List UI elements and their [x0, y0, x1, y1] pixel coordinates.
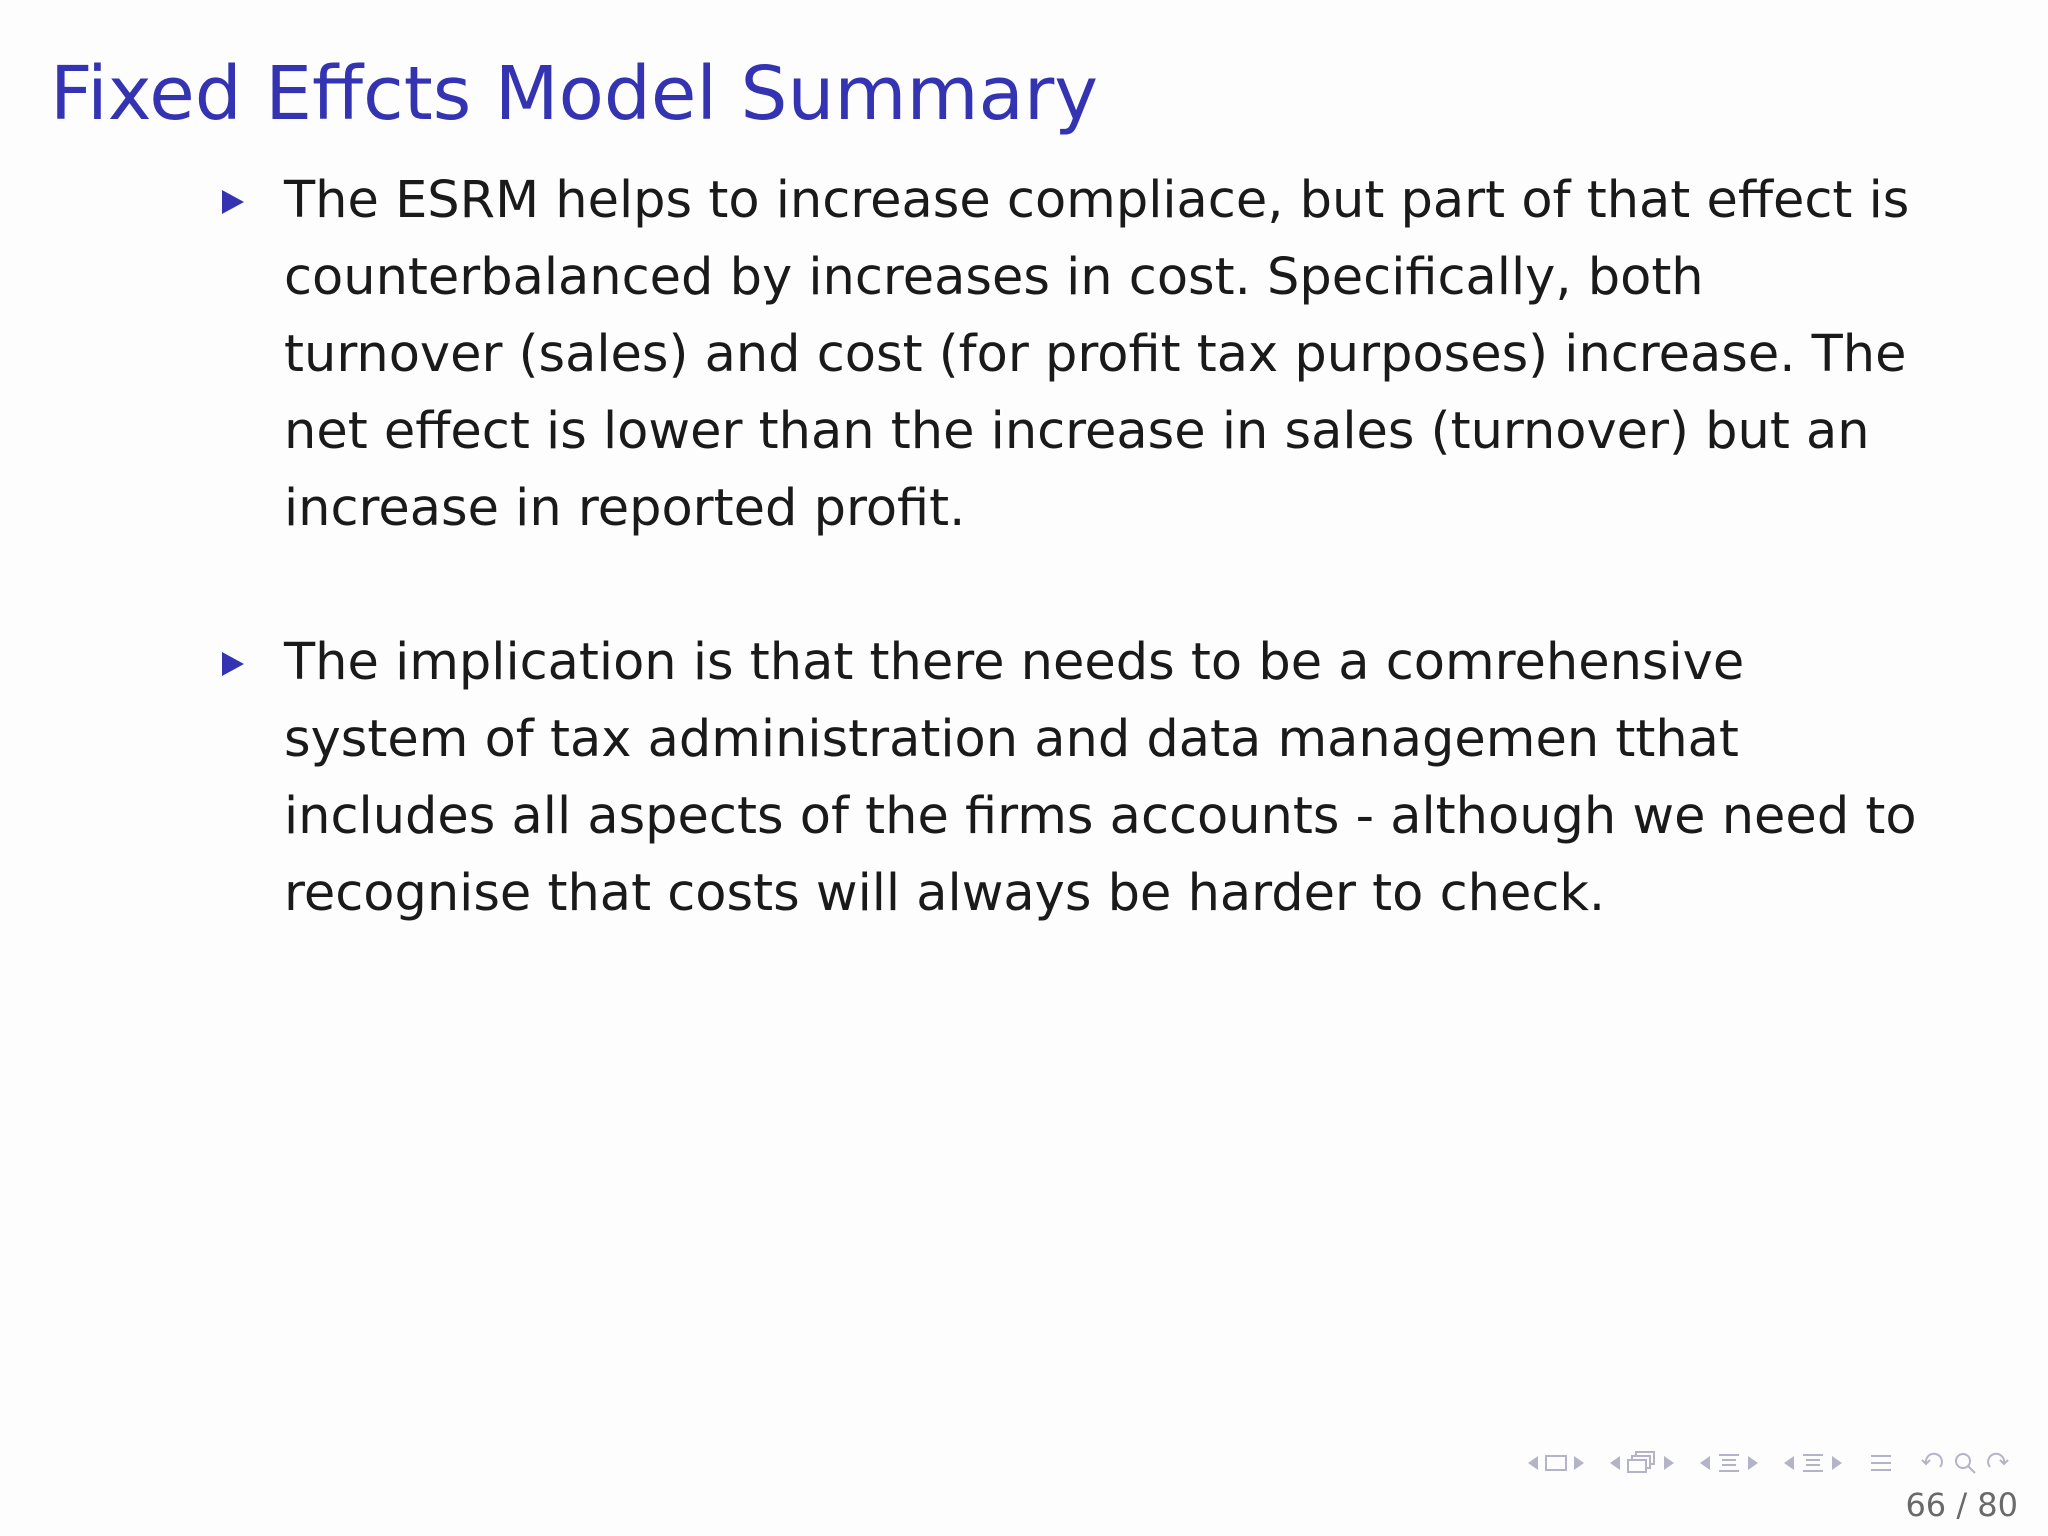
bullet-text: The ESRM helps to increase compliace, but part of that effect is counterbalanced by increases in cost. Specifically, both turnover (sales) and cost (for profit tax purposes) increase. The net effect is lower than the increase in sales (turnover) but an increase in reported profit. — [284, 171, 1910, 538]
beamer-navigation-bar — [1528, 1450, 2028, 1476]
forward-icon[interactable] — [1984, 1451, 2010, 1475]
section-icon[interactable] — [1716, 1451, 1742, 1475]
nav-prev-frame-icon[interactable] — [1528, 1456, 1538, 1470]
bullet-text: The implication is that there needs to be a comrehensive system of tax administration and data managemen tthat includes all aspects of the firms accounts - although we need to recognise that costs will always be harder to check. — [284, 633, 1917, 923]
nav-prev-toc-icon[interactable] — [1784, 1456, 1794, 1470]
nav-next-subsection-icon[interactable] — [1664, 1456, 1674, 1470]
nav-section-group[interactable] — [1700, 1451, 1758, 1475]
bullet-list — [220, 162, 1920, 932]
search-icon[interactable] — [1952, 1451, 1978, 1475]
toc-icon[interactable] — [1800, 1451, 1826, 1475]
back-icon[interactable] — [1920, 1451, 1946, 1475]
nav-frame-group[interactable] — [1528, 1453, 1584, 1473]
bullet-triangle-icon — [222, 652, 244, 676]
page-number: 66 / 80 — [1905, 1486, 2018, 1524]
nav-subsection-group[interactable] — [1610, 1450, 1674, 1476]
frame-icon[interactable] — [1544, 1453, 1568, 1473]
slide-title: Fixed Effcts Model Summary — [50, 51, 1099, 137]
nav-next-frame-icon[interactable] — [1574, 1456, 1584, 1470]
nav-search-group[interactable] — [1920, 1451, 2010, 1475]
bullet-item — [220, 624, 1920, 932]
bullet-item — [220, 162, 1920, 547]
nav-toc-group[interactable] — [1784, 1451, 1842, 1475]
nav-prev-subsection-icon[interactable] — [1610, 1456, 1620, 1470]
subsection-icon[interactable] — [1626, 1450, 1658, 1476]
bullet-triangle-icon — [222, 190, 244, 214]
nav-next-section-icon[interactable] — [1748, 1456, 1758, 1470]
nav-prev-section-icon[interactable] — [1700, 1456, 1710, 1470]
nav-align-group[interactable] — [1868, 1451, 1894, 1475]
nav-next-toc-icon[interactable] — [1832, 1456, 1842, 1470]
align-icon[interactable] — [1868, 1451, 1894, 1475]
